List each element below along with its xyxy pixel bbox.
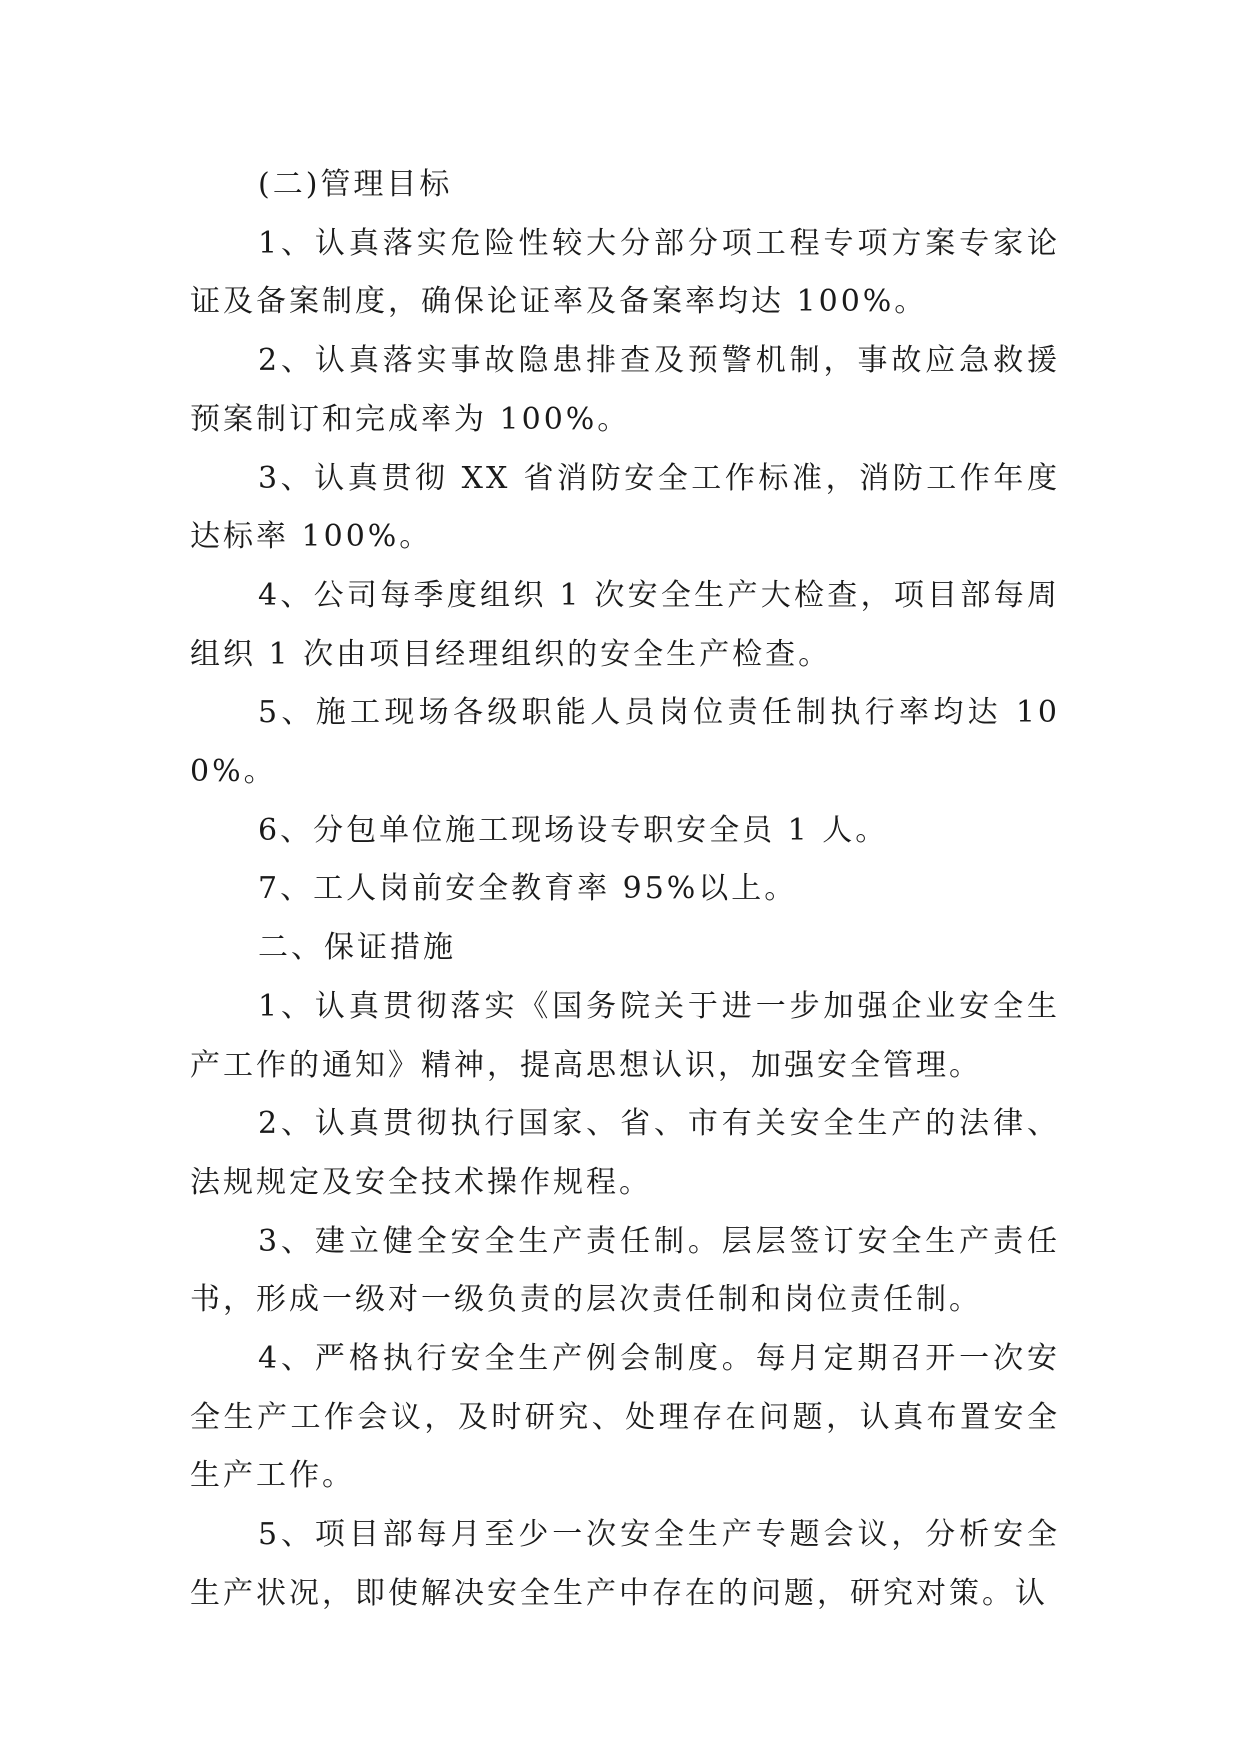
measure-item-5: 5、项目部每月至少一次安全生产专题会议，分析安全生产状况，即使解决安全生产中存在的问题，研究对策。认	[190, 1517, 1060, 1611]
measure-item-1: 1、认真贯彻落实《国务院关于进一步加强企业安全生产工作的通知》精神，提高思想认识，加强安全管理。	[190, 988, 1060, 1083]
measure-item-4: 4、严格执行安全生产例会制度。每月定期召开一次安全生产工作会议，及时研究、处理存在问题，认真布置安全生产工作。	[190, 1341, 1060, 1494]
goal-item-1: 1、认真落实危险性较大分部分项工程专项方案专家论证及备案制度，确保论证率及备案率均达 100%。	[190, 225, 1060, 320]
goal-item-7: 7、工人岗前安全教育率 95%以上。	[258, 871, 798, 907]
section-heading-management-goals: (二)管理目标	[258, 167, 453, 202]
goal-item-5: 5、施工现场各级职能人员岗位责任制执行率均达 100%。	[190, 695, 1060, 790]
goal-item-4: 4、公司每季度组织 1 次安全生产大检查，项目部每周组织 1 次由项目经理组织的安全生产检查。	[190, 577, 1060, 672]
measure-item-3: 3、建立健全安全生产责任制。层层签订安全生产责任书，形成一级对一级负责的层次责任制和岗位责任制。	[190, 1223, 1060, 1318]
goal-item-3: 3、认真贯彻 XX 省消防安全工作标准，消防工作年度达标率 100%。	[190, 460, 1060, 555]
goal-item-2: 2、认真落实事故隐患排查及预警机制，事故应急救援预案制订和完成率为 100%。	[190, 343, 1060, 437]
measure-item-2: 2、认真贯彻执行国家、省、市有关安全生产的法律、法规规定及安全技术操作规程。	[190, 1106, 1060, 1200]
document-page	[190, 156, 1060, 1624]
section-heading-safeguard-measures: 二、保证措施	[258, 930, 456, 966]
goal-item-6: 6、分包单位施工现场设专职安全员 1 人。	[258, 812, 889, 848]
